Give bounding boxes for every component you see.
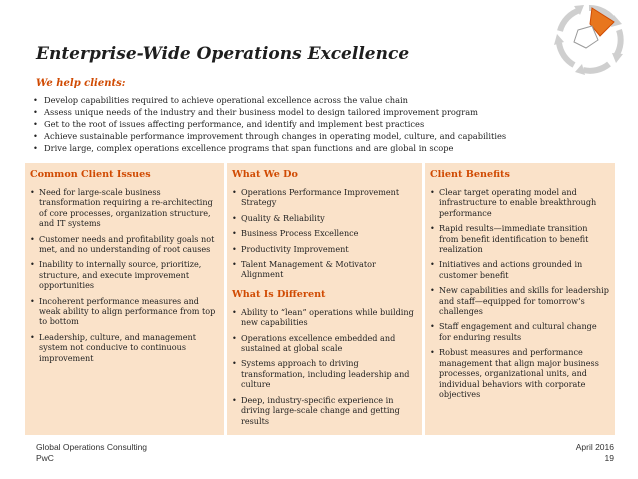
service-item: • Quality & Reliability (232, 213, 416, 223)
page-title: Enterprise-Wide Operations Excellence (36, 44, 410, 64)
process-cycle-graphic (540, 0, 638, 80)
issue-item: • Customer needs and profitability goals not met, and no understanding of root causes (30, 234, 218, 255)
benefit-item: • Initiatives and actions grounded in customer benefit (430, 259, 609, 280)
cycle-segment (559, 43, 574, 65)
footer-org: Global Operations Consulting (36, 442, 148, 452)
help-item: • Drive large, complex operations excellence programs that span functions and are global in scope (30, 142, 630, 154)
benefit-item: • Robust measures and performance management that align major business processes, organizational units, and individual behaviors with corporate objectives (430, 347, 609, 399)
differentiator-item: • Deep, industry-specific experience in driving large-scale change and getting results (232, 395, 416, 426)
issue-item: • Incoherent performance measures and weak ability to align performance from top to bottom (30, 296, 218, 327)
footer-brand: PwC (36, 453, 54, 463)
issue-item: • Inability to internally source, prioritize, structure, and execute improvement opportunities (30, 259, 218, 290)
what-is-different-heading: What Is Different (232, 288, 326, 300)
help-item: • Develop capabilities required to achieve operational excellence across the value chain (30, 94, 630, 106)
what-we-do-heading: What We Do (232, 169, 298, 180)
differentiator-item: • Ability to “lean” operations while building new capabilities (232, 307, 416, 328)
client-benefits-panel (425, 163, 615, 435)
benefit-item: • Staff engagement and cultural change for enduring results (430, 321, 609, 342)
help-heading: We help clients: (36, 78, 126, 89)
differentiator-item: • Operations excellence embedded and sustained at global scale (232, 333, 416, 354)
service-item: • Business Process Excellence (232, 228, 416, 238)
service-item: • Operations Performance Improvement Strategy (232, 187, 416, 208)
issue-item: • Need for large-scale business transformation requiring a re-architecting of core processes, organization structure, and IT systems (30, 187, 218, 229)
cycle-segment (583, 64, 609, 71)
help-item: • Get to the root of issues affecting performance, and identify and implement best practices (30, 118, 630, 130)
common-client-issues-heading: Common Client Issues (30, 169, 151, 180)
benefit-item: • Clear target operating model and infrastructure to enable breakthrough performance (430, 187, 609, 218)
client-benefits-heading: Client Benefits (430, 169, 510, 180)
what-we-do-panel (227, 163, 422, 435)
page-number: 19 (604, 453, 614, 463)
issue-item: • Leadership, culture, and management system not conducive to continuous improvement (30, 332, 218, 363)
cycle-segment (560, 10, 580, 31)
help-item: • Achieve sustainable performance improvement through changes in operating model, culture, and capabilities (30, 130, 630, 142)
footer-right (576, 442, 614, 464)
service-item: • Talent Management & Motivator Alignment (232, 259, 416, 280)
cycle-segment (616, 30, 621, 56)
benefit-item: • Rapid results—immediate transition from benefit identification to benefit realization (430, 223, 609, 254)
service-item: • Productivity Improvement (232, 244, 416, 254)
differentiator-item: • Systems approach to driving transformation, including leadership and culture (232, 358, 416, 389)
footer-date: April 2016 (575, 442, 614, 452)
common-client-issues-panel (25, 163, 224, 435)
benefit-item: • New capabilities and skills for leadership and staff—equipped for tomorrow’s challenges (430, 285, 609, 316)
help-item: • Assess unique needs of the industry and their business model to design tailored improvement program (30, 106, 630, 118)
footer-left (36, 442, 147, 464)
help-list (30, 94, 630, 154)
